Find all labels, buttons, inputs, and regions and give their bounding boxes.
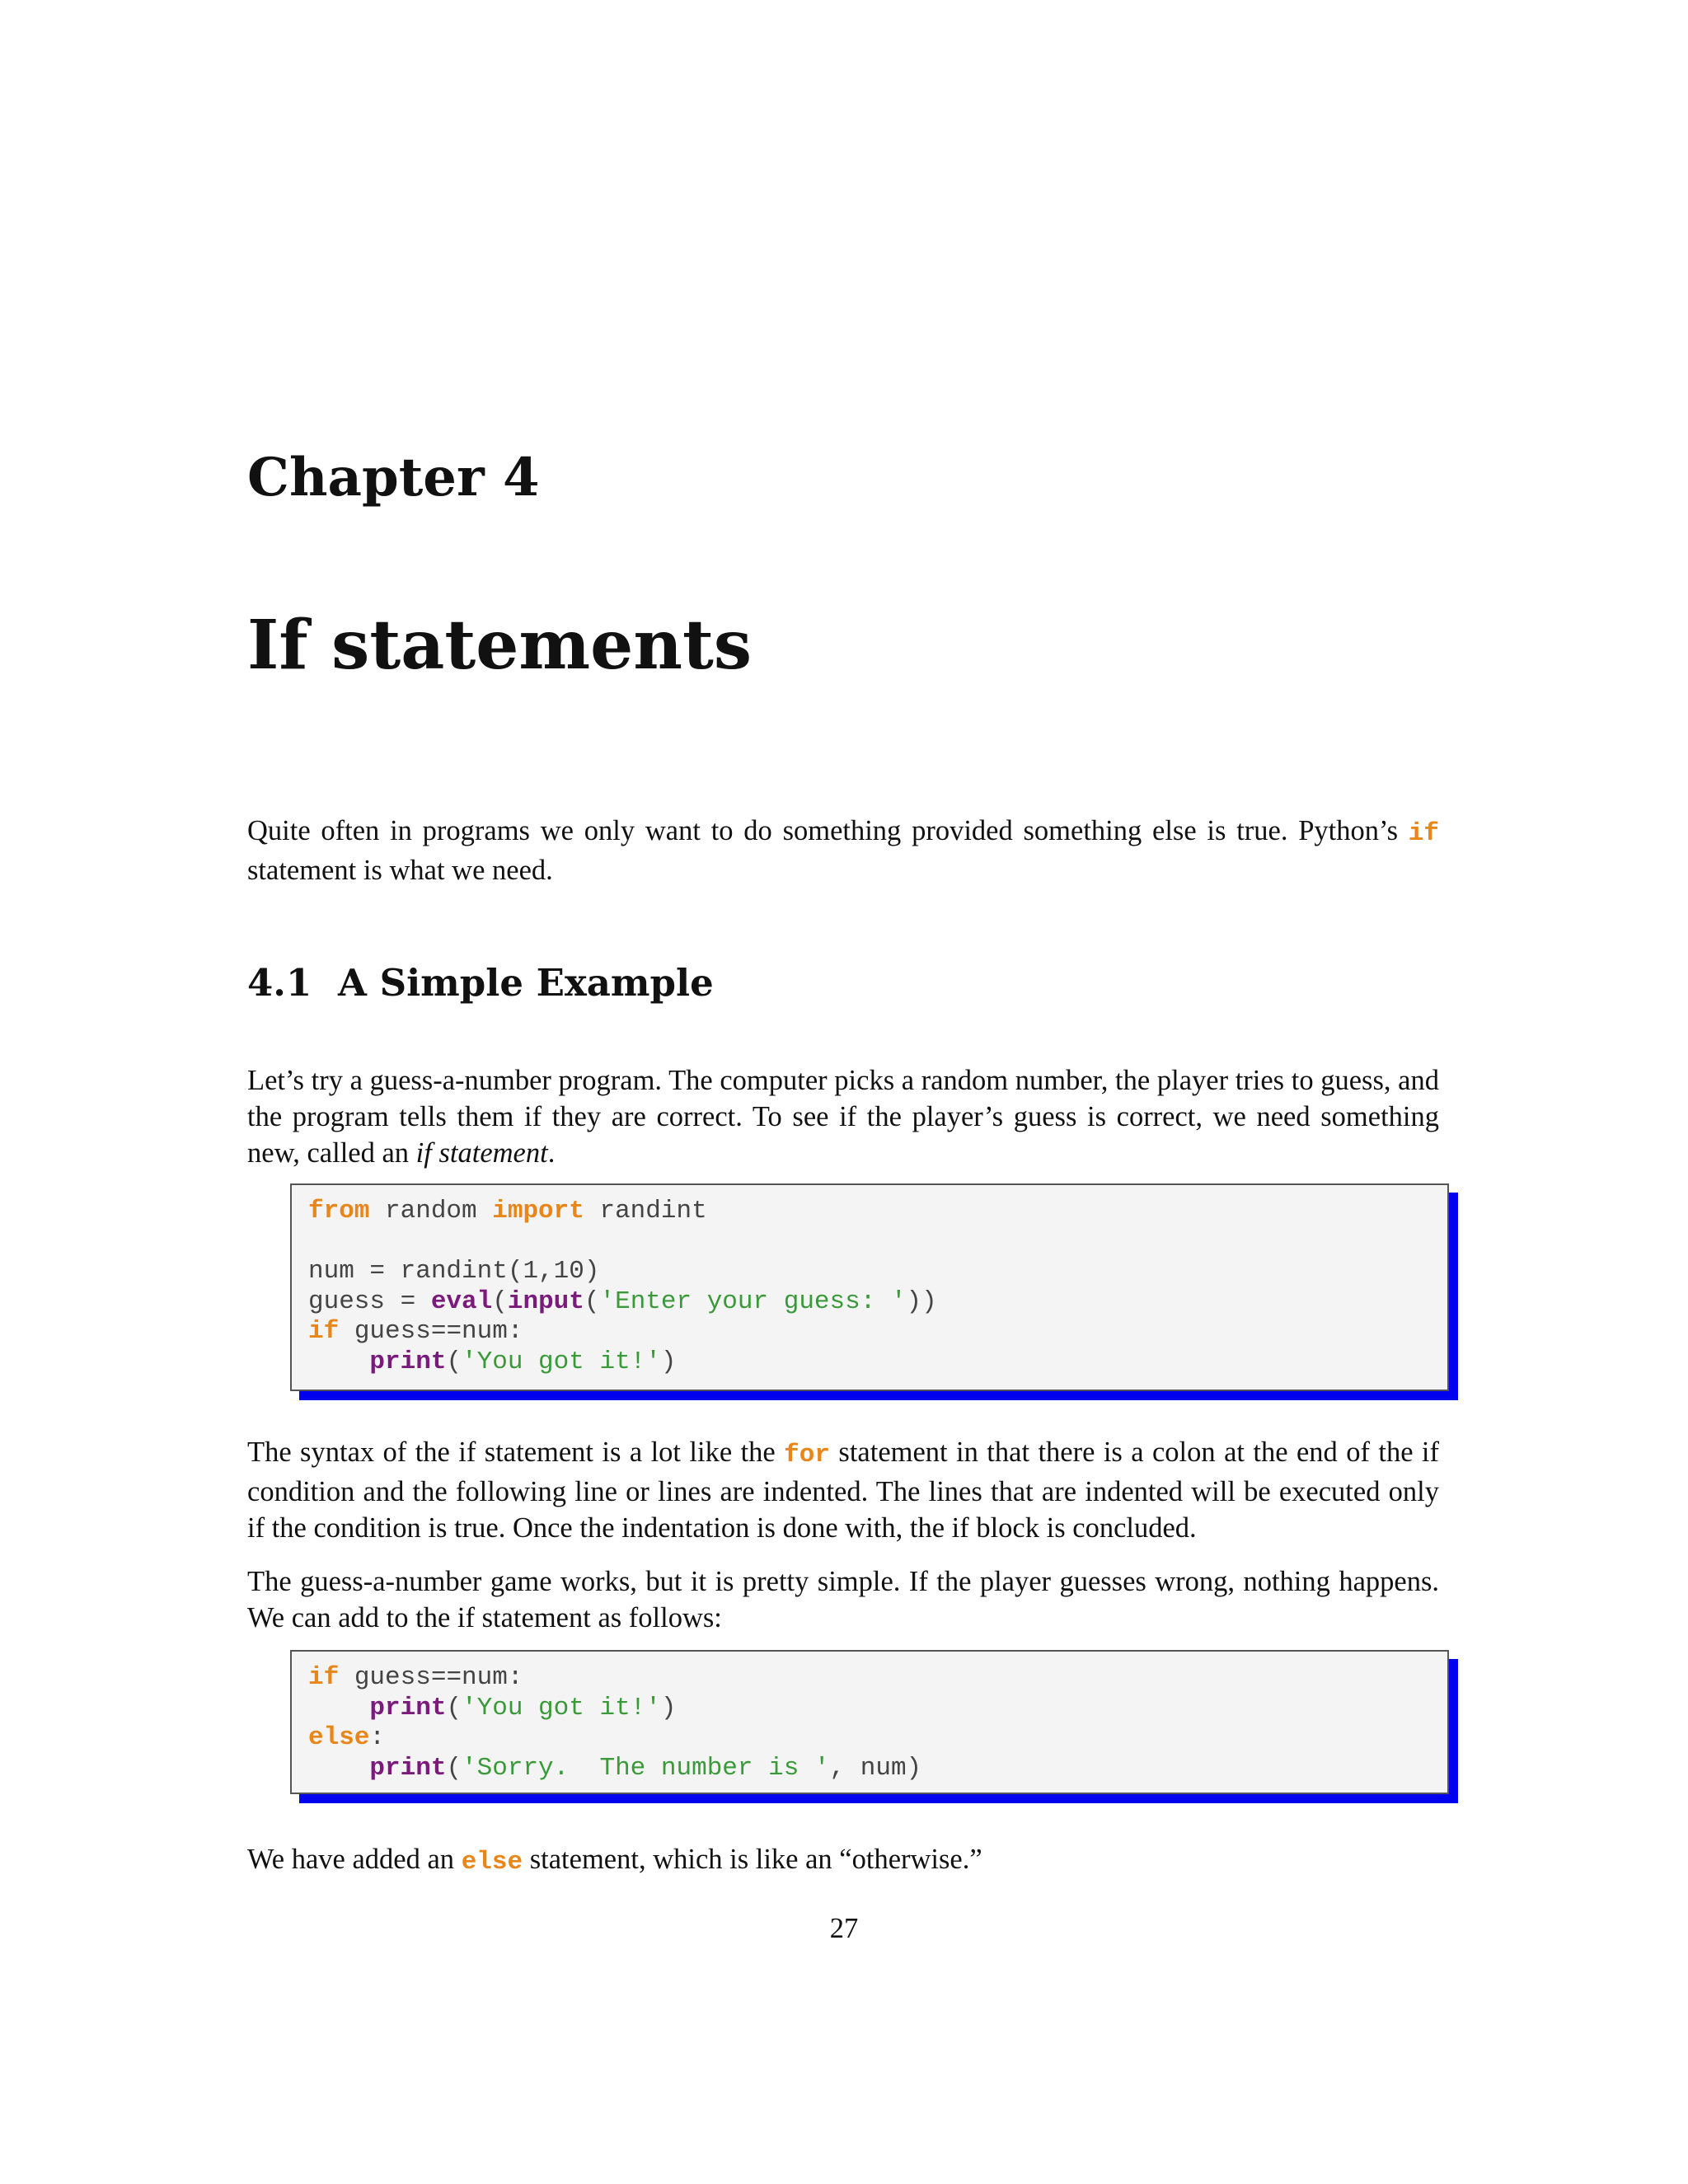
inline-keyword-else: else (461, 1848, 523, 1877)
page-number: 27 (829, 1913, 859, 1944)
code-text: num = randint(1,10) (308, 1257, 600, 1286)
intro-text-before: Quite often in programs we only want to do something provided something else is true. Python’s (247, 815, 1409, 846)
syntax-text-after: statement in that there is a colon at the end of the if condition and the following line or lines are indented. The lines that are indented will be executed only if the condition is true. Once the indentation is done with, the if block is concluded. (247, 1436, 1439, 1544)
code-line (308, 1257, 1431, 1287)
guess-text-before: Let’s try a guess-a-number program. The computer picks a random number, the player tries to guess, and the program tells them if they are correct. To see if the player’s guess is correct, we need something new, called an (247, 1065, 1439, 1169)
code-keyword: from (308, 1197, 370, 1226)
chapter-label: Chapter 4 (247, 447, 540, 509)
code-text: guess==num: (339, 1317, 523, 1346)
else-paragraph (247, 1841, 1439, 1881)
code-keyword: else (308, 1723, 370, 1752)
code-builtin: eval (430, 1286, 493, 1316)
code-text: guess==num: (339, 1663, 523, 1692)
section-title: A Simple Example (338, 961, 714, 1005)
code-text: ( (492, 1286, 508, 1316)
code-string: 'You got it!' (462, 1693, 661, 1722)
code-text: ) (660, 1347, 677, 1376)
code-text: ( (446, 1347, 462, 1376)
code-builtin: print (369, 1693, 447, 1722)
syntax-paragraph (247, 1434, 1439, 1546)
code-line (308, 1754, 1431, 1784)
code-text: , num) (829, 1753, 922, 1783)
code-keyword: if (308, 1663, 340, 1692)
code-text: ) (660, 1693, 677, 1722)
code-builtin: print (369, 1753, 447, 1783)
section-heading (247, 961, 714, 1005)
code-block-2 (290, 1650, 1449, 1794)
inline-keyword-if: if (1408, 819, 1439, 848)
intro-text-after: statement is what we need. (247, 855, 553, 886)
guess-text-after: . (547, 1137, 556, 1169)
code-text: randint (584, 1197, 707, 1226)
code-line (308, 1663, 1431, 1694)
section-number: 4.1 (247, 961, 312, 1005)
syntax-text-before: The syntax of the if statement is a lot like the (247, 1436, 785, 1468)
code-text: ( (446, 1753, 462, 1783)
code-builtin: print (369, 1347, 447, 1376)
code-text: ( (446, 1693, 462, 1722)
code-string: 'Enter your guess: ' (599, 1286, 907, 1316)
code-text: guess = (308, 1286, 431, 1316)
else-text-after: statement, which is like an “otherwise.” (523, 1844, 982, 1875)
code-text: ( (584, 1286, 600, 1316)
code-line (308, 1317, 1431, 1347)
code-builtin: input (507, 1286, 584, 1316)
code-line (308, 1694, 1431, 1724)
code-text: )) (906, 1286, 937, 1316)
code-line (308, 1287, 1431, 1318)
code-keyword: if (308, 1317, 340, 1346)
else-text-before: We have added an (247, 1844, 462, 1875)
code-line (308, 1347, 1431, 1378)
code-block-1 (290, 1183, 1449, 1391)
code-indent (308, 1754, 369, 1783)
guess-emphasis: if statement (415, 1137, 548, 1169)
chapter-title: If statements (247, 606, 752, 685)
guess-paragraph (247, 1062, 1439, 1171)
code-blank-line (308, 1227, 1431, 1258)
code-text: : (369, 1723, 386, 1752)
code-line (308, 1197, 1431, 1227)
code-line (308, 1723, 1431, 1754)
code-indent (308, 1694, 369, 1722)
intro-paragraph (247, 813, 1439, 888)
code-string: 'Sorry. The number is ' (462, 1753, 830, 1783)
code-keyword: import (492, 1197, 584, 1226)
code-string: 'You got it!' (462, 1347, 661, 1376)
game-paragraph: The guess-a-number game works, but it is pretty simple. If the player guesses wrong, nothing happens. We can add to the if statement as follows: (247, 1566, 1439, 1633)
code-indent (308, 1347, 369, 1376)
code-text: random (369, 1197, 493, 1226)
inline-keyword-for: for (784, 1441, 830, 1469)
